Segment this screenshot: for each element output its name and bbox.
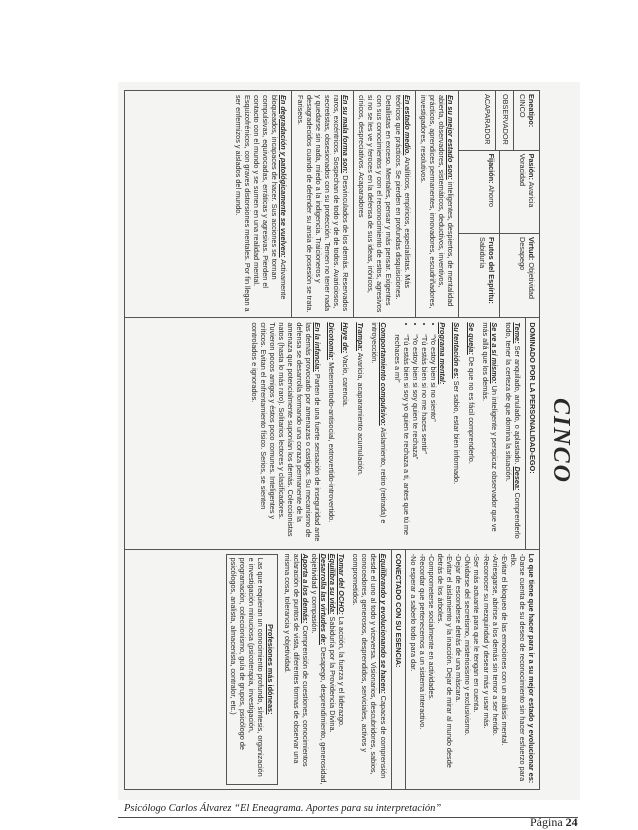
- eneatipo-cell: [459, 91, 539, 151]
- que-hacer-item: -Reconocer su mezquindad y desear más y usar más.: [481, 553, 491, 729]
- compulsivo-label: Comportamiento compulsivo:: [378, 322, 388, 426]
- virtud-label: Virtud:: [527, 236, 536, 261]
- equilibra-label: Equilibra su vida:: [328, 553, 338, 615]
- observador-label: OBSERVADOR: [500, 91, 513, 150]
- programa-list: [393, 322, 438, 544]
- tentacion-text: Ser sabio, estar bien informado.: [452, 380, 462, 485]
- desarrolla-block: [310, 554, 328, 785]
- equilibra-text: Sabiduría por la Providencia Divina.: [328, 616, 338, 733]
- tomar-label: Tomar del OCHO:: [337, 553, 347, 615]
- dicotomia-label: Dicotomía:: [327, 322, 337, 361]
- que-hacer-item: -Olvidarse del secretismo, misteriosismo y exclusivismo.: [463, 553, 473, 736]
- equilibrando-block: [351, 554, 387, 785]
- column-evolucion: [125, 550, 539, 789]
- que-hacer-item: -Arriesgarse, abrirse a los demás sin temor a ser herido.: [490, 553, 500, 736]
- tomar-block: [337, 554, 346, 785]
- fijacion-value: Ahorro: [487, 185, 496, 208]
- equilibra-block: [328, 554, 337, 785]
- programa-item: • “Tú estás bien si soy yo quien te rechaza a ti, antes que tú me rechaces a mí”: [393, 334, 411, 544]
- pasion-label: Pasión:: [527, 153, 536, 180]
- programa-block: [393, 322, 448, 544]
- scanned-page: [118, 82, 580, 800]
- se-ve-block: [481, 322, 499, 544]
- infancia-text: Parten de una fuerte sensación de inseguridad ante las demás provocado por amenazas o castigos. Su mecanismo de defensa se desarrolla formando una coraza permanente de la amenaza que potencialmente suponían los demás. Coleccionistas natos (hasta lo más raro). Solitarios lectores y clasificadores. Tuvieron pocos amigos y éstos poco comunes. Inteligentes y críticos. Evitan el enfrentamiento físico. Serios, se sienten controlados e ignorados.: [249, 322, 323, 542]
- acaparador-label: ACAPARADOR: [483, 91, 496, 150]
- equilibrando-label: Equilibrando y evolucionando se hacen:: [378, 553, 388, 694]
- profesiones-label: Profesiones más idóneas:: [265, 624, 275, 715]
- que-hacer-item: -Dejar de esconderse detrás de una máscara.: [454, 553, 464, 703]
- eneatipo-value: CINCO: [517, 94, 527, 118]
- frutos-cell: [459, 234, 499, 317]
- column-ego: [125, 318, 539, 549]
- pasion-value: Avaricia Voracidad: [517, 153, 536, 208]
- mala-forma-text: Desvinculados de los demás. Reservados raros, excéntricos. Sospechan de todo y de de todos. Avariciosos, secretistas, obsesionados con su protección. Temen no tener nada y quedarse sin nada, miedo a la indigencia. Traicioneros y desagradecidos cuando de defender su ansia de posesión se trata. Fariseos.: [295, 95, 351, 313]
- footer-page-number: [530, 815, 578, 830]
- infancia-block: [250, 322, 323, 544]
- estado-medio-label: En estado medio.: [402, 95, 412, 156]
- programa-item: • “Yo estoy bien si no siento”: [429, 334, 438, 544]
- queja-text: De que no es fácil comprenderlo.: [466, 356, 476, 464]
- desea-text: Comprenderlo todo, tener la certeza de que domina la situación.: [503, 322, 522, 539]
- estado-medio-section: [353, 91, 415, 317]
- page-label: Página: [530, 815, 563, 829]
- que-hacer-item: -No esperar a saberlo todo para dar.: [408, 553, 418, 672]
- degradacion-label: En degradación y patológicamente se vuelven:: [279, 95, 289, 258]
- eneatipo-label: Eneatipo:: [527, 94, 536, 128]
- scanned-page-content: [118, 82, 580, 800]
- ego-header: DOMINADO POR LA PERSONALIDAD-EGO:: [525, 318, 539, 548]
- frutos-value: Sabiduría: [477, 236, 487, 269]
- programa-item: • “Yo estoy bien si soy quien te rechaza”: [411, 334, 420, 544]
- profesiones-text: Las que requieran un conocimiento profundo, síntesis, organización e investigación minuciosa (psicoterapia, investigación, programación, coleccionismo, guía de grupos, psicólogo de psicólogos, analista, almacenista, contralor, etc.): [229, 557, 266, 777]
- teme-label: Teme:: [512, 322, 522, 344]
- frutos-label: Frutos del Espíritu:: [487, 236, 496, 304]
- que-hacer-label: Lo que tiene que hacer para ir a su mejor estado y evolucionar es:: [527, 553, 536, 784]
- que-hacer-item: -Evitar el aislamiento y la inacción. Dejar de mirar al mundo desde detrás de los árboles.: [436, 553, 455, 768]
- queja-label: Se queja:: [466, 322, 476, 355]
- que-hacer-item: -Recordar que pertenecemos a un sistema interactivo.: [417, 553, 427, 730]
- page-title: CINCO: [548, 397, 574, 485]
- huye-block: [341, 322, 350, 544]
- programa-label: Programa mental:: [438, 322, 448, 385]
- trampa-text: Avaricia, acaparamiento acumulación.: [355, 352, 365, 476]
- esencia-header: CONECTADO CON SU ESENCIA:: [391, 550, 406, 789]
- page-number: 24: [565, 815, 578, 829]
- column-identity: [125, 91, 539, 318]
- que-hacer-item: -Evitar el bloqueo de las emociones con un análisis mental.: [499, 553, 509, 746]
- pasion-cell: [499, 151, 539, 233]
- compulsivo-block: [370, 322, 388, 544]
- mejor-estado-label: En su mejor estado son:: [446, 95, 455, 180]
- huye-label: Huye de:: [341, 322, 351, 354]
- queja-block: [466, 322, 475, 544]
- virtud-value: Objetividad Desapego: [517, 236, 536, 299]
- que-hacer-item: -Comprometerse socialmente en actividades.: [426, 553, 436, 701]
- eneatipo-table: [124, 90, 540, 790]
- mala-forma-label: En su mala forma son:: [341, 95, 351, 174]
- que-hacer-item: -Darse cuenta de su deseo de reconocimiento sin hacer esfuerzo para ello.: [508, 553, 527, 782]
- pasion-fijacion-cell: [459, 151, 539, 234]
- tentacion-block: [452, 322, 461, 544]
- infancia-label: En la infancia:: [313, 322, 323, 372]
- footer-divider: [118, 817, 578, 818]
- aporta-text: Comprensión de cuestiones, conocimientos aclaración de puntos de vista, diferentes formas de observar una misma cosa, tolerancia y objetividad.: [282, 553, 310, 767]
- footer-citation: Psicólogo Carlos Álvarez “El Eneagrama. Aportes para su interpretación”: [124, 803, 442, 814]
- dicotomia-text: Metementodo-antisocial, extrovertido-introvertido.: [327, 362, 337, 523]
- aporta-label: Aporta a los demás:: [300, 553, 310, 624]
- dicotomia-block: [327, 322, 336, 544]
- desarrolla-label: Desarrolla las virtudes de:: [319, 553, 329, 645]
- programa-item: • “Tú estás bien si no me haces sentir”: [420, 334, 429, 544]
- virtud-frutos-cell: [459, 234, 539, 317]
- huye-text: Vacío, carencia.: [341, 355, 351, 407]
- degradacion-section: [231, 91, 292, 317]
- mejor-estado-text: inteligentes, despiertos, de mentalidad abierta, observadores, sistemáticos, deductivos, inventivos, prácticos, aprendices permanentes, innovadores, escudriñadores, investigadores, resolutivos.: [418, 95, 455, 309]
- que-hacer-item: -Ser más actuante para que le tengan en cuenta.: [472, 553, 482, 713]
- desea-label: Desea:: [512, 466, 522, 491]
- fijacion-cell: [459, 151, 499, 233]
- degradacion-text: Activamente bloqueados, incapaces de hacer. Sus acciones se tornan compulsivas, equivocadas, erráticas y agresivas. Pierden el contacto con el mundo y se sumen en una realidad mental. Esquizofrénicos, con graves distorsiones mentales. Por fin llegan a ser enfermizos y aislados del mundo.: [234, 95, 289, 312]
- virtud-cell: [499, 234, 539, 317]
- fijacion-label: Fijación:: [487, 153, 496, 184]
- estado-medio-text: Analíticos, empíricos, especialistas. Más teóricos que prácticos. Se pierden en profundas disquisiciones. Detallistas en exceso. Mentales, pensar y más pensar. Exigentes con sus conocimientos y con el reconocimiento de estos, agresivos si no se les ve y feroces en la defensa de sus ideas, irónicos, cínicos, despreciativos. Acaparadores: [357, 95, 412, 313]
- aporta-block: [283, 554, 310, 785]
- trampa-label: Trampa:: [355, 322, 365, 351]
- tomar-text: La acción, la fuerza y el liderazgo.: [337, 616, 347, 727]
- se-ve-label: Se ve a sí mismo:: [489, 322, 499, 384]
- profesiones-box: [226, 554, 277, 785]
- desarrolla-text: Desapego, desprendimiento, generosidad, objetividad y compasión.: [309, 553, 329, 785]
- mejor-estado-section: [415, 91, 458, 317]
- mala-forma-section: [292, 91, 354, 317]
- se-ve-text: Un inteligente y perspicaz observador que ve más allá que los demás.: [480, 322, 499, 532]
- teme-block: [504, 322, 522, 544]
- identity-header: [458, 91, 539, 317]
- trampa-block: [356, 322, 365, 544]
- tentacion-label: Su tentación es:: [452, 322, 462, 379]
- equilibrando-text: Capaces de comprensión desde el uno al todo y viceversa. Visionarios, descubridores, sabios, conocedores, generosos, desprendidos, serviciales, activos y comprometidos.: [351, 553, 388, 779]
- compulsivo-text: Aislamiento, retiro (retirada) e introyección.: [369, 322, 388, 524]
- teme-text: Ser anquilado, anulado, o aplastado.: [512, 345, 522, 465]
